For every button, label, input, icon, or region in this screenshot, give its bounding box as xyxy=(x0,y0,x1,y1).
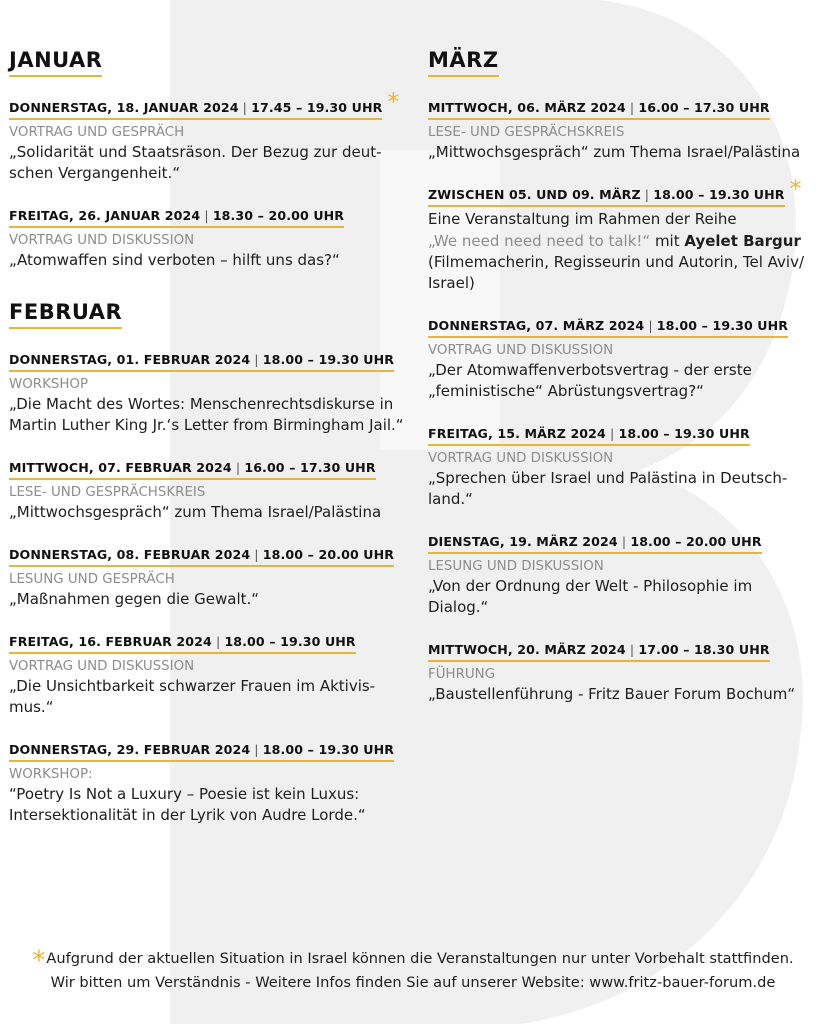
event-date: DONNERSTAG, 18. JANUAR 2024 | 17.45 – 19.30 UHR * xyxy=(9,100,382,120)
event-guest-name: Ayelet Bargur xyxy=(684,232,801,250)
event-type: WORKSHOP xyxy=(9,377,89,392)
event-date: FREITAG, 26. JANUAR 2024 | 18.30 – 20.00 UHR xyxy=(9,208,344,228)
event-mar-19 xyxy=(428,531,813,618)
event-date: DONNERSTAG, 08. FEBRUAR 2024 | 18.00 – 20.00 UHR xyxy=(9,547,394,567)
event-feb-07 xyxy=(9,457,404,523)
event-mar-05-09 xyxy=(428,175,813,294)
event-feb-29 xyxy=(9,739,404,826)
event-title: „Solidarität und Staatsräson. Der Bezug zur deut-schen Vergangenheit.“ xyxy=(9,143,382,182)
event-type: LESUNG UND DISKUSSION xyxy=(428,559,604,574)
event-title: „Der Atomwaffenverbotsvertrag - der erste „feministische“ Abrüstungsvertrag?“ xyxy=(428,361,752,400)
event-jan-26 xyxy=(9,205,404,271)
event-type: LESE- UND GESPRÄCHSKREIS xyxy=(9,485,206,500)
asterisk-icon: * xyxy=(789,175,802,203)
event-title: „Atomwaffen sind verboten – hilft uns das?“ xyxy=(9,251,340,269)
event-title: „Mittwochsgespräch“ zum Thema Israel/Palästina xyxy=(9,503,382,521)
footer-line-1: *Aufgrund der aktuellen Situation in Israel können die Veranstaltungen nur unter Vorbehalt stattfinden. xyxy=(32,946,794,976)
event-date: FREITAG, 15. MÄRZ 2024 | 18.00 – 19.30 UHR xyxy=(428,426,750,446)
event-date: MITTWOCH, 06. MÄRZ 2024 | 16.00 – 17.30 UHR xyxy=(428,100,770,120)
event-feb-16 xyxy=(9,631,404,718)
event-date: DONNERSTAG, 29. FEBRUAR 2024 | 18.00 – 19.30 UHR xyxy=(9,742,394,762)
event-type: VORTRAG UND GESPRÄCH xyxy=(9,125,185,140)
event-type: VORTRAG UND DISKUSSION xyxy=(428,343,614,358)
event-date: ZWISCHEN 05. UND 09. MÄRZ | 18.00 – 19.30 UHR * xyxy=(428,187,785,207)
event-title: „Mittwochsgespräch“ zum Thema Israel/Palästina xyxy=(428,143,801,161)
event-jan-18 xyxy=(9,88,404,184)
event-type: FÜHRUNG xyxy=(428,667,496,682)
footer-notice xyxy=(18,948,808,994)
event-title: „Die Macht des Wortes: Menschenrechtsdiskurse in Martin Luther King Jr.‘s Letter from Birmingham Jail.“ xyxy=(9,395,404,434)
event-title: „Die Unsichtbarkeit schwarzer Frauen im Aktivis-mus.“ xyxy=(9,677,376,716)
event-type: VORTRAG UND DISKUSSION xyxy=(428,451,614,466)
month-heading-maerz: MÄRZ xyxy=(428,48,499,77)
event-date: MITTWOCH, 07. FEBRUAR 2024 | 16.00 – 17.30 UHR xyxy=(9,460,376,480)
footer-line-2: Wir bitten um Verständnis - Weitere Infos finden Sie auf unserer Website: www.fritz-bauer-forum.de xyxy=(50,974,776,991)
event-feb-08 xyxy=(9,544,404,610)
event-date: DONNERSTAG, 07. MÄRZ 2024 | 18.00 – 19.30 UHR xyxy=(428,318,788,338)
event-type: LESUNG UND GESPRÄCH xyxy=(9,572,175,587)
asterisk-icon: * xyxy=(387,88,400,116)
event-type: VORTRAG UND DISKUSSION xyxy=(9,659,195,674)
event-mar-20 xyxy=(428,639,813,705)
event-date: FREITAG, 16. FEBRUAR 2024 | 18.00 – 19.30 UHR xyxy=(9,634,356,654)
event-mar-15 xyxy=(428,423,813,510)
event-title: „We need need need to talk!“ mit Ayelet Bargur (Filmemacherin, Regisseurin und Autorin, Tel Aviv/ Israel) xyxy=(428,232,805,292)
event-feb-01 xyxy=(9,349,404,436)
event-type: VORTRAG UND DISKUSSION xyxy=(9,233,195,248)
asterisk-icon: * xyxy=(32,946,46,976)
month-heading-februar: FEBRUAR xyxy=(9,300,122,329)
event-guest-description: (Filmemacherin, Regisseurin und Autorin, Tel Aviv/ Israel) xyxy=(428,253,805,292)
event-date: DONNERSTAG, 01. FEBRUAR 2024 | 18.00 – 19.30 UHR xyxy=(9,352,394,372)
right-column xyxy=(428,48,813,726)
month-heading-januar: JANUAR xyxy=(9,48,102,77)
event-date: MITTWOCH, 20. MÄRZ 2024 | 17.00 – 18.30 UHR xyxy=(428,642,770,662)
event-title: „Von der Ordnung der Welt - Philosophie im Dialog.“ xyxy=(428,577,753,616)
event-type: LESE- UND GESPRÄCHSKREIS xyxy=(428,125,625,140)
event-type: WORKSHOP: xyxy=(9,767,93,782)
event-date: DIENSTAG, 19. MÄRZ 2024 | 18.00 – 20.00 UHR xyxy=(428,534,762,554)
event-title: „Maßnahmen gegen die Gewalt.“ xyxy=(9,590,260,608)
event-series-name: „We need need need to talk!“ xyxy=(428,232,651,250)
left-column xyxy=(9,48,404,847)
event-mar-06 xyxy=(428,97,813,163)
event-title: „Baustellenführung - Fritz Bauer Forum Bochum“ xyxy=(428,685,796,703)
event-intro-text: Eine Veranstaltung im Rahmen der Reihe xyxy=(428,210,737,228)
event-title: „Sprechen über Israel und Palästina in Deutsch-land.“ xyxy=(428,469,788,508)
event-title: “Poetry Is Not a Luxury – Poesie ist kein Luxus: Intersektionalität in der Lyrik von Audre Lorde.“ xyxy=(9,785,366,824)
event-mar-07 xyxy=(428,315,813,402)
